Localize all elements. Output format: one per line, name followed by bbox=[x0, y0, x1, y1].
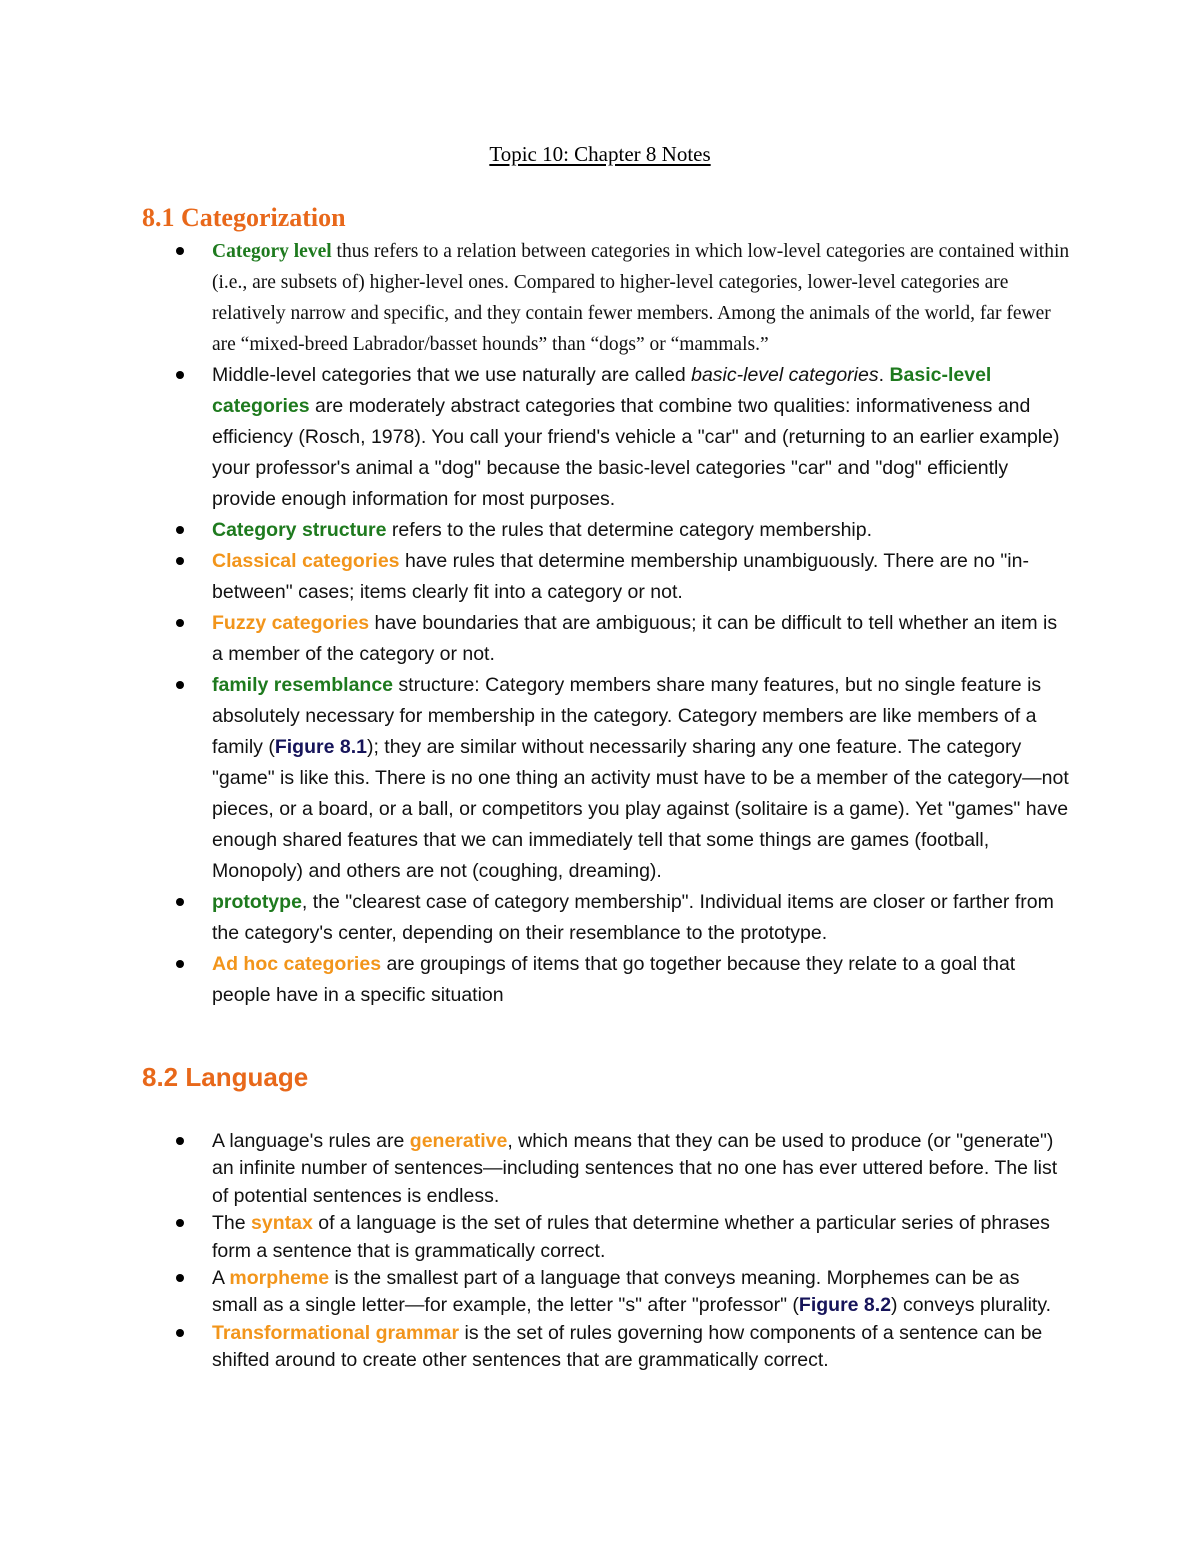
bullet-icon bbox=[176, 681, 184, 689]
term-category-structure: Category structure bbox=[212, 519, 387, 541]
term-ad-hoc-categories: Ad hoc categories bbox=[212, 953, 382, 975]
page-title: Topic 10: Chapter 8 Notes bbox=[489, 142, 711, 166]
item-text: are moderately abstract categories that combine two qualities: informativeness and efficiency (Rosch, 1978). You call your friend's vehicle a "car" and (returning to an earlier example) your professor's animal a "dog" because the basic-level categories "car" and "dog" efficiently provide enough information for most purposes. bbox=[212, 395, 1060, 510]
item-text: , which means that they can be used to produce (or "generate") an infinite number of sentences—including sentences that no one has ever uttered before. The list of potential sentences is endless. bbox=[212, 1130, 1058, 1207]
list-item bbox=[0, 1320, 1200, 1375]
item-text: is the set of rules governing how components of a sentence can be shifted around to create other sentences that are grammatically correct. bbox=[212, 1321, 1043, 1372]
term-generative: generative bbox=[409, 1130, 508, 1152]
bullet-icon bbox=[176, 1219, 184, 1227]
term-transformational-grammar: Transformational grammar bbox=[212, 1321, 460, 1344]
term-fuzzy-categories: Fuzzy categories bbox=[212, 612, 370, 634]
item-text: , the "clearest case of category membership". Individual items are closer or farther from the category's center, depending on their resemblance to the prototype. bbox=[212, 891, 1054, 944]
list-item bbox=[0, 949, 1200, 1011]
term-classical-categories: Classical categories bbox=[212, 550, 400, 572]
item-text: have boundaries that are ambiguous; it can be difficult to tell whether an item is a member of the category or not. bbox=[212, 612, 1058, 665]
item-text: ) conveys plurality. bbox=[891, 1294, 1052, 1317]
term-morpheme: morpheme bbox=[229, 1267, 330, 1290]
bullet-icon bbox=[176, 247, 184, 255]
bullet-icon bbox=[176, 960, 184, 968]
bullet-icon bbox=[176, 619, 184, 627]
item-text: A bbox=[212, 1267, 230, 1290]
categorization-list bbox=[0, 236, 1200, 1011]
bullet-icon bbox=[176, 898, 184, 906]
item-text: The bbox=[212, 1212, 252, 1235]
term-family-resemblance: family resemblance bbox=[212, 674, 394, 696]
list-item bbox=[0, 515, 1200, 546]
item-text: . bbox=[878, 364, 890, 386]
item-text: have rules that determine membership unambiguously. There are no "in-between" cases; items clearly fit into a category or not. bbox=[212, 550, 1029, 603]
list-item bbox=[0, 670, 1200, 887]
term-category-level: Category level bbox=[212, 241, 332, 262]
list-item bbox=[0, 1128, 1200, 1210]
bullet-icon bbox=[176, 1274, 184, 1282]
list-item bbox=[0, 887, 1200, 949]
item-text: of a language is the set of rules that determine whether a particular series of phrases form a sentence that is grammatically correct. bbox=[212, 1212, 1050, 1262]
item-text: ); they are similar without necessarily sharing any one feature. The category "game" is like this. There is no one thing an activity must have to be a member of the category—not pieces, or a board, or a ball, or competitors you play against (solitaire is a game). Yet "games" have enough shared features that we can immediately tell that some things are games (football, Monopoly) and others are not (coughing, dreaming). bbox=[212, 736, 1069, 882]
list-item bbox=[0, 1210, 1200, 1265]
term-prototype: prototype bbox=[212, 891, 302, 913]
section-heading-categorization: 8.1 Categorization bbox=[142, 203, 346, 232]
list-item bbox=[0, 236, 1200, 360]
term-syntax: syntax bbox=[251, 1212, 313, 1235]
item-text: is the smallest part of a language that conveys meaning. Morphemes can be as small as a single letter—for example, the letter "s" after "professor" ( bbox=[212, 1267, 1020, 1317]
figure-reference: Figure 8.1 bbox=[274, 736, 367, 758]
list-item bbox=[0, 546, 1200, 608]
figure-reference: Figure 8.2 bbox=[798, 1294, 892, 1317]
item-text: refers to the rules that determine category membership. bbox=[386, 519, 873, 541]
list-item bbox=[0, 360, 1200, 515]
item-text: Middle-level categories that we use naturally are called bbox=[212, 364, 692, 386]
language-list bbox=[0, 1128, 1200, 1375]
bullet-icon bbox=[176, 371, 184, 379]
bullet-icon bbox=[176, 526, 184, 534]
bullet-icon bbox=[176, 1329, 184, 1337]
item-text: A language's rules are bbox=[212, 1130, 410, 1152]
item-text: are groupings of items that go together because they relate to a goal that people have in a specific situation bbox=[212, 953, 1016, 1006]
bullet-icon bbox=[176, 557, 184, 565]
item-text: thus refers to a relation between categories in which low-level categories are contained within (i.e., are subsets of) higher-level ones. Compared to higher-level categories, lower-level categories are relatively narrow and specific, and they contain fewer members. Among the animals of the world, far fewer are “mixed-breed Labrador/basset hounds” than “dogs” or “mammals.” bbox=[212, 241, 1070, 355]
term-basic-level-categories: Basic-level categories bbox=[212, 364, 992, 417]
list-item bbox=[0, 1265, 1200, 1320]
bullet-icon bbox=[176, 1137, 184, 1145]
item-text: structure: Category members share many features, but no single feature is absolutely necessary for membership in the category. Category members are like members of a family ( bbox=[212, 674, 1042, 758]
list-item bbox=[0, 608, 1200, 670]
section-heading-language: 8.2 Language bbox=[142, 1062, 309, 1092]
emphasis-text: basic-level categories bbox=[691, 364, 879, 386]
